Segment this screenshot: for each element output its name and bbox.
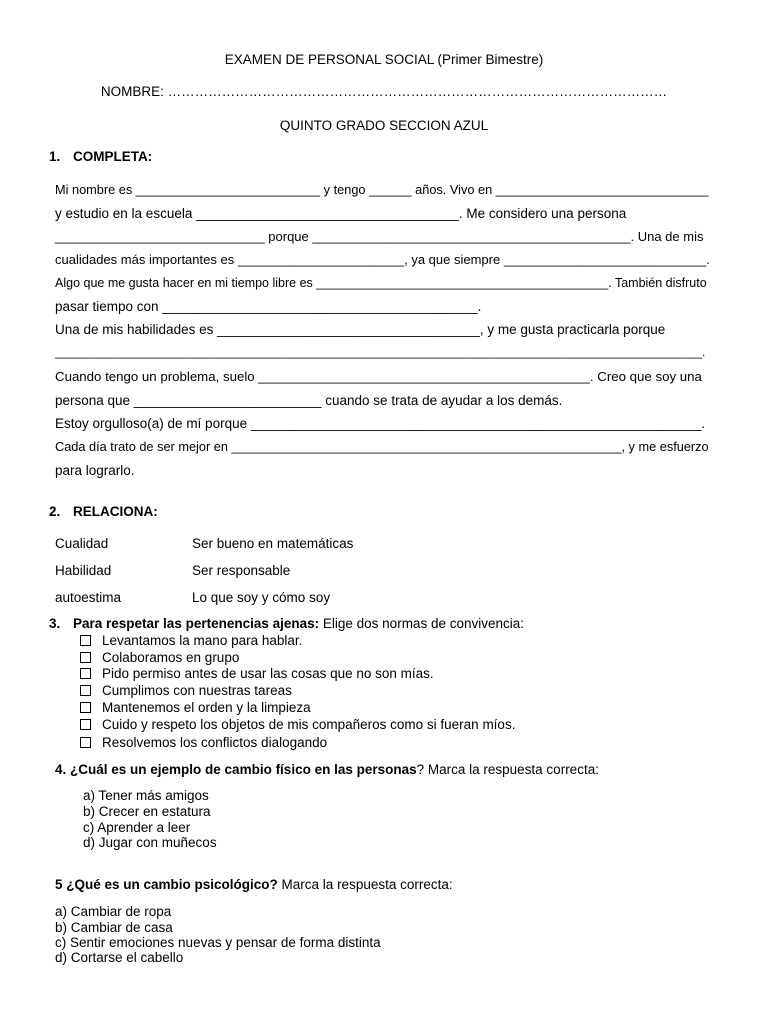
answer-option[interactable]: d) Cortarse el cabello <box>55 950 184 965</box>
completa-line: ___________________________________________________________________________________________________. <box>55 346 706 359</box>
checkbox[interactable] <box>80 635 91 646</box>
completa-line: Cuando tengo un problema, suelo _____________________________________________. Creo que soy una <box>55 369 702 384</box>
completa-line: Una de mis habilidades es ___________________________________, y me gusta practicarla porque <box>55 322 666 337</box>
completa-line: para lograrlo. <box>55 463 135 478</box>
relation-term: Cualidad <box>55 536 109 551</box>
completa-line: persona que _________________________ cuando se trata de ayudar a los demás. <box>55 393 563 408</box>
section3-number: 3. <box>49 616 61 631</box>
relation-term: Habilidad <box>55 563 112 578</box>
relation-definition: Ser responsable <box>192 563 291 578</box>
norm-option[interactable] <box>80 717 515 732</box>
norm-option-label: Colaboramos en grupo <box>102 650 240 665</box>
section1-number: 1. <box>49 149 61 164</box>
norm-option[interactable] <box>80 666 434 681</box>
section3-heading <box>49 616 524 631</box>
relation-row <box>55 590 555 608</box>
answer-option[interactable]: c) Aprender a leer <box>83 820 191 835</box>
section4-title: . ¿Cuál es un ejemplo de cambio físico en las personas <box>62 762 417 777</box>
completa-line: y estudio en la escuela ___________________________________. Me considero una persona <box>55 206 627 221</box>
checkbox[interactable] <box>80 685 91 696</box>
norm-option-label: Mantenemos el orden y la limpieza <box>102 700 311 715</box>
norm-option[interactable] <box>80 650 239 665</box>
section5-title: 5 ¿Qué es un cambio psicológico? <box>55 877 278 892</box>
norm-option[interactable] <box>80 735 327 750</box>
norm-option[interactable] <box>80 633 302 648</box>
section2-number: 2. <box>49 504 61 519</box>
norm-option[interactable] <box>80 683 292 698</box>
section1-title: COMPLETA: <box>73 149 153 164</box>
section3-instruction: Elige dos normas de convivencia: <box>319 616 525 631</box>
checkbox[interactable] <box>80 737 91 748</box>
checkbox[interactable] <box>80 702 91 713</box>
completa-line: _____________________________ porque ____________________________________________. Una de mis <box>55 229 704 244</box>
completa-line: cualidades más importantes es _______________________, ya que siempre ____________________________. <box>55 252 710 267</box>
section3-title: Para respetar las pertenencias ajenas: <box>73 616 320 631</box>
completa-line: Estoy orgulloso(a) de mí porque ____________________________________________________________. <box>55 416 706 431</box>
section1-heading <box>49 149 152 164</box>
exam-title: EXAMEN DE PERSONAL SOCIAL (Primer Bimestre) <box>224 52 544 67</box>
relation-row <box>55 536 555 554</box>
norm-option-label: Resolvemos los conflictos dialogando <box>102 735 328 750</box>
norm-option-label: Cuido y respeto los objetos de mis compañeros como si fueran míos. <box>102 717 516 732</box>
answer-option[interactable]: b) Crecer en estatura <box>83 804 211 819</box>
norm-option-label: Levantamos la mano para hablar. <box>102 633 303 648</box>
section4-number: 4 <box>55 762 63 777</box>
section5-instruction: Marca la respuesta correcta: <box>277 877 453 892</box>
relation-row <box>55 563 555 581</box>
answer-option[interactable]: a) Cambiar de ropa <box>55 904 172 919</box>
answer-option[interactable]: a) Tener más amigos <box>83 788 209 803</box>
checkbox[interactable] <box>80 668 91 679</box>
relation-term: autoestima <box>55 590 122 605</box>
checkbox[interactable] <box>80 719 91 730</box>
norm-option-label: Pido permiso antes de usar las cosas que no son mías. <box>102 666 434 681</box>
completa-line: pasar tiempo con __________________________________________. <box>55 299 482 314</box>
section5-heading <box>55 877 453 892</box>
section2-heading <box>49 504 158 519</box>
name-line: NOMBRE: ………………………………………………………………………………………………… <box>100 84 668 99</box>
relation-definition: Ser bueno en matemáticas <box>192 536 354 551</box>
section4-heading <box>55 762 599 777</box>
answer-option[interactable]: c) Sentir emociones nuevas y pensar de forma distinta <box>55 935 381 950</box>
checkbox[interactable] <box>80 652 91 663</box>
answer-option[interactable]: d) Jugar con muñecos <box>83 835 217 850</box>
norm-option[interactable] <box>80 700 311 715</box>
section2-title: RELACIONA: <box>73 504 158 519</box>
norm-option-label: Cumplimos con nuestras tareas <box>102 683 292 698</box>
section4-instruction: ? Marca la respuesta correcta: <box>416 762 599 777</box>
completa-line: Cada día trato de ser mejor en _______________________________________________________, y me esfuerzo <box>55 439 709 454</box>
grade-section: QUINTO GRADO SECCION AZUL <box>279 118 489 133</box>
completa-line: Mi nombre es __________________________ y tengo ______ años. Vivo en ______________________________ <box>55 182 709 197</box>
completa-line: Algo que me gusta hacer en mi tiempo libre es __________________________________________. También disfruto <box>55 276 707 290</box>
answer-option[interactable]: b) Cambiar de casa <box>55 920 173 935</box>
relation-definition: Lo que soy y cómo soy <box>192 590 331 605</box>
